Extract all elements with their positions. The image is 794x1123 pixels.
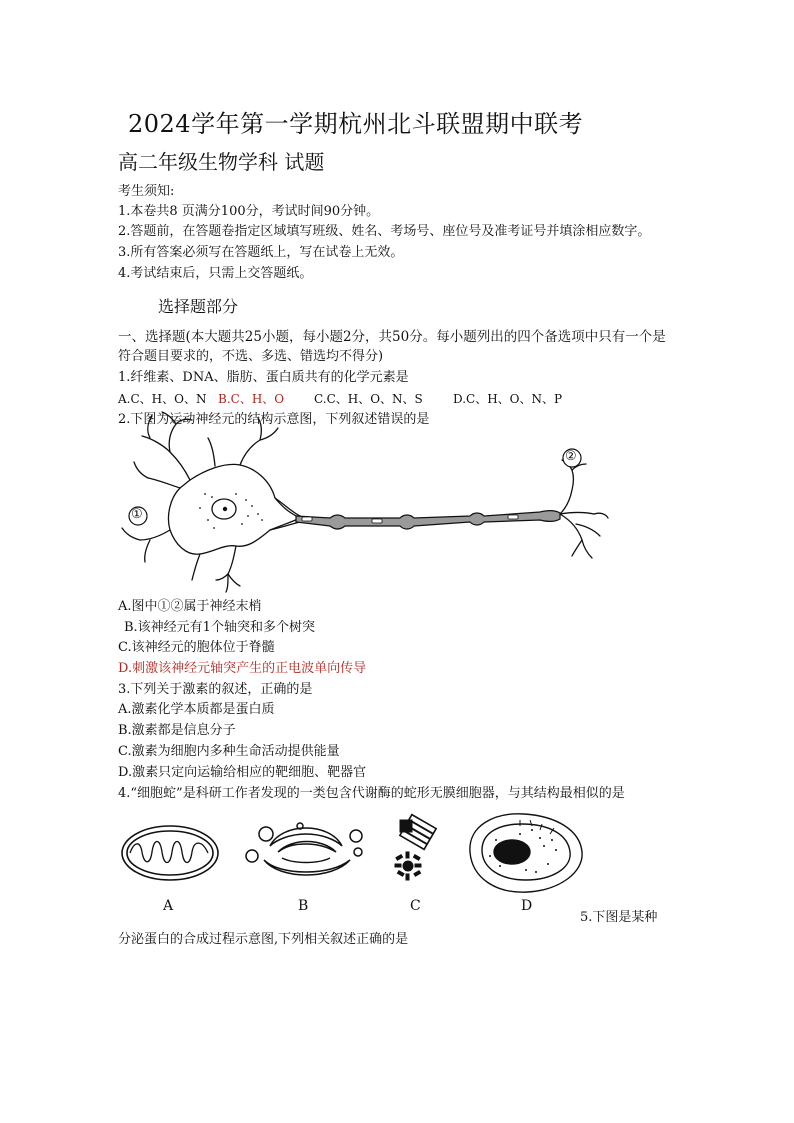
q3-stem: 3.下列关于激素的叙述，正确的是 [118,682,313,697]
q1-option-b: B.C、H、O [218,392,285,406]
q5-stem-part2: 分泌蛋白的合成过程示意图,下列相关叙述正确的是 [118,932,409,947]
q5-stem-part1: 5.下图是某种 [580,910,658,925]
part1-intro-line2: 符合题目要求的，不选、多选、错选均不得分) [118,349,384,364]
q2-option-b: B.该神经元有1个轴突和多个树突 [124,620,315,635]
q2-stem: 2.下图为运动神经元的结构示意图，下列叙述错误的是 [118,412,430,427]
q2-option-a: A.图中①②属于神经末梢 [118,599,262,614]
q4-label-d: D [521,898,533,914]
notice-heading: 考生须知: [118,184,175,199]
notice-item: 1.本卷共8 页满分100分，考试时间90分钟。 [118,204,380,219]
q3-option-a: A.激素化学本质都是蛋白质 [118,702,275,717]
q4-label-c: C [410,898,421,914]
q1-stem: 1.纤维素、DNA、脂肪、蛋白质共有的化学元素是 [118,370,409,385]
cell-nucleus-figure [470,814,582,892]
q4-label-b: B [298,898,309,914]
q4-label-a: A [163,898,174,914]
centrosome-figure [395,815,436,880]
notice-item: 4.考试结束后，只需上交答题纸。 [118,266,313,281]
q1-option-c: C.C、H、O、N、S [314,392,423,406]
q3-option-c: C.激素为细胞内多种生命活动提供能量 [118,744,340,759]
figure-label-2: ② [565,449,577,464]
exam-title: 2024学年第一学期杭州北斗联盟期中联考 [128,110,584,138]
q3-option-d: D.激素只定向运输给相应的靶细胞、靶器官 [118,765,367,780]
golgi-figure [246,823,362,875]
q1-option-d: D.C、H、O、N、P [453,392,563,406]
q3-option-b: B.激素都是信息分子 [118,723,236,738]
exam-subtitle: 高二年级生物学科 试题 [118,150,325,174]
figure-label-1: ① [131,507,143,522]
q1-option-a: A.C、H、O、N [118,392,207,406]
part1-intro-line1: 一、选择题(本大题共25小题，每小题2分，共50分。每小题列出的四个备选项中只有一个是 [118,329,666,345]
section-title: 选择题部分 [158,297,239,316]
mitochondrion-figure [122,826,218,880]
q4-stem: 4.“细胞蛇”是科研工作者发现的一类包含代谢酶的蛇形无膜细胞器，与其结构最相似的是 [118,786,625,801]
notice-item: 3.所有答案必须写在答题纸上，写在试卷上无效。 [118,245,404,260]
q2-option-c: C.该神经元的胞体位于脊髓 [118,640,275,655]
notice-item: 2.答题前，在答题卷指定区域填写班级、姓名、考场号、座位号及准考证号并填涂相应数字。 [118,224,651,239]
q2-option-d: D.刺激该神经元轴突产生的正电波单向传导 [118,661,367,676]
